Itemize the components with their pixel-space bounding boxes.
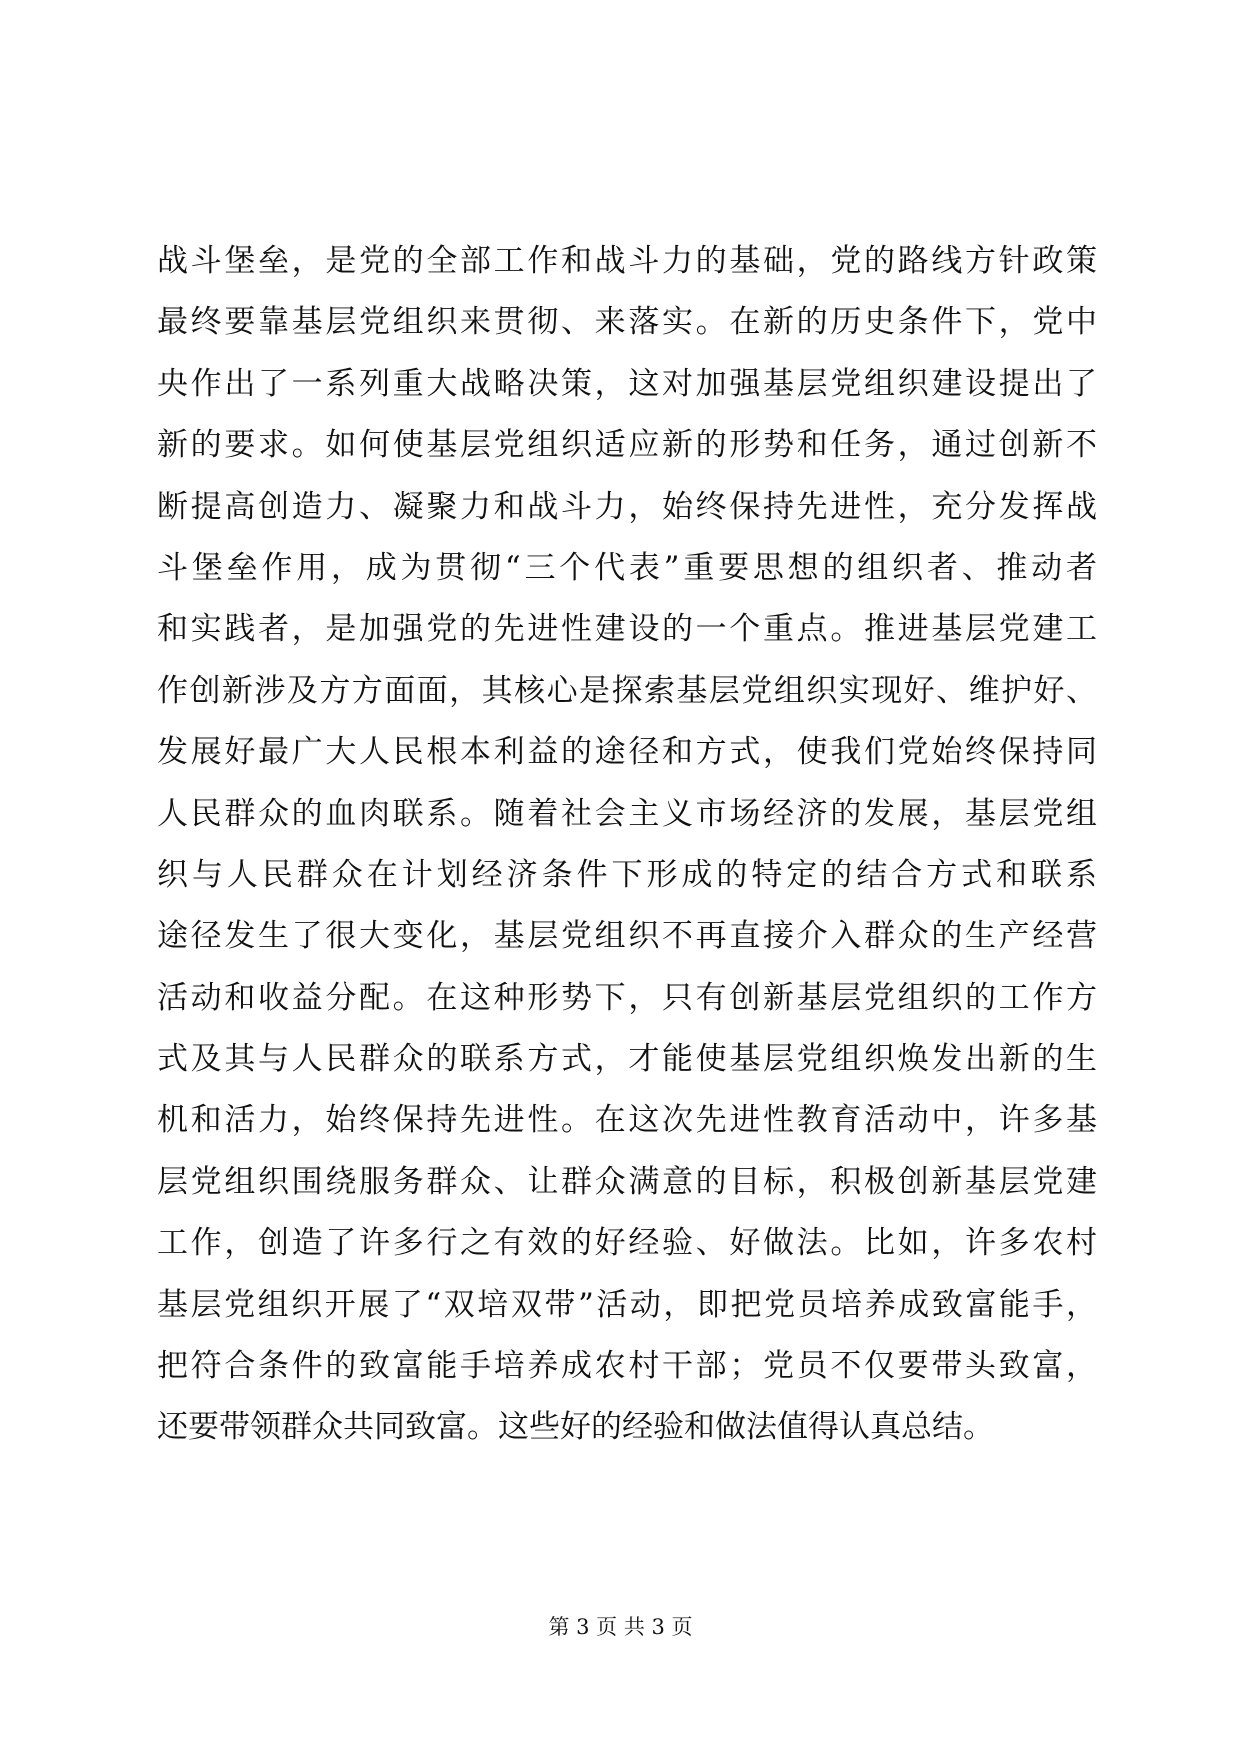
text-line: 工作，创造了许多行之有效的好经验、好做法。比如，许多农村 — [157, 1225, 1097, 1262]
text-line: 央作出了一系列重大战略决策，这对加强基层党组织建设提出了 — [157, 365, 1097, 402]
text-line: 人民群众的血肉联系。随着社会主义市场经济的发展，基层党组 — [157, 795, 1097, 832]
text-line: 层党组织围绕服务群众、让群众满意的目标，积极创新基层党建 — [157, 1163, 1097, 1200]
text-line: 断提高创造力、凝聚力和战斗力，始终保持先进性，充分发挥战 — [157, 488, 1097, 525]
text-line: 新的要求。如何使基层党组织适应新的形势和任务，通过创新不 — [157, 427, 1097, 464]
text-line: 活动和收益分配。在这种形势下，只有创新基层党组织的工作方 — [157, 979, 1097, 1016]
text-line: 基层党组织开展了“双培双带”活动，即把党员培养成致富能手， — [157, 1286, 1097, 1323]
text-line: 最终要靠基层党组织来贯彻、来落实。在新的历史条件下，党中 — [157, 304, 1097, 341]
text-line: 还要带领群众共同致富。这些好的经验和做法值得认真总结。 — [157, 1409, 994, 1446]
text-line: 式及其与人民群众的联系方式，才能使基层党组织焕发出新的生 — [157, 1041, 1097, 1078]
text-line: 斗堡垒作用，成为贯彻“三个代表”重要思想的组织者、推动者 — [157, 549, 1097, 586]
text-line: 途径发生了很大变化，基层党组织不再直接介入群众的生产经营 — [157, 918, 1097, 955]
text-line: 和实践者，是加强党的先进性建设的一个重点。推进基层党建工 — [157, 611, 1097, 648]
text-line: 把符合条件的致富能手培养成农村干部；党员不仅要带头致富， — [157, 1348, 1097, 1385]
text-line: 战斗堡垒，是党的全部工作和战斗力的基础，党的路线方针政策 — [157, 243, 1097, 279]
text-line: 发展好最广大人民根本利益的途径和方式，使我们党始终保持同 — [157, 734, 1097, 771]
page-footer: 第 3 页 共 3 页 — [548, 1615, 693, 1639]
text-line: 机和活力，始终保持先进性。在这次先进性教育活动中，许多基 — [157, 1102, 1097, 1139]
text-line: 作创新涉及方方面面，其核心是探索基层党组织实现好、维护好、 — [157, 672, 1097, 709]
body-paragraph — [157, 231, 1097, 1459]
text-line: 织与人民群众在计划经济条件下形成的特定的结合方式和联系 — [157, 856, 1097, 893]
